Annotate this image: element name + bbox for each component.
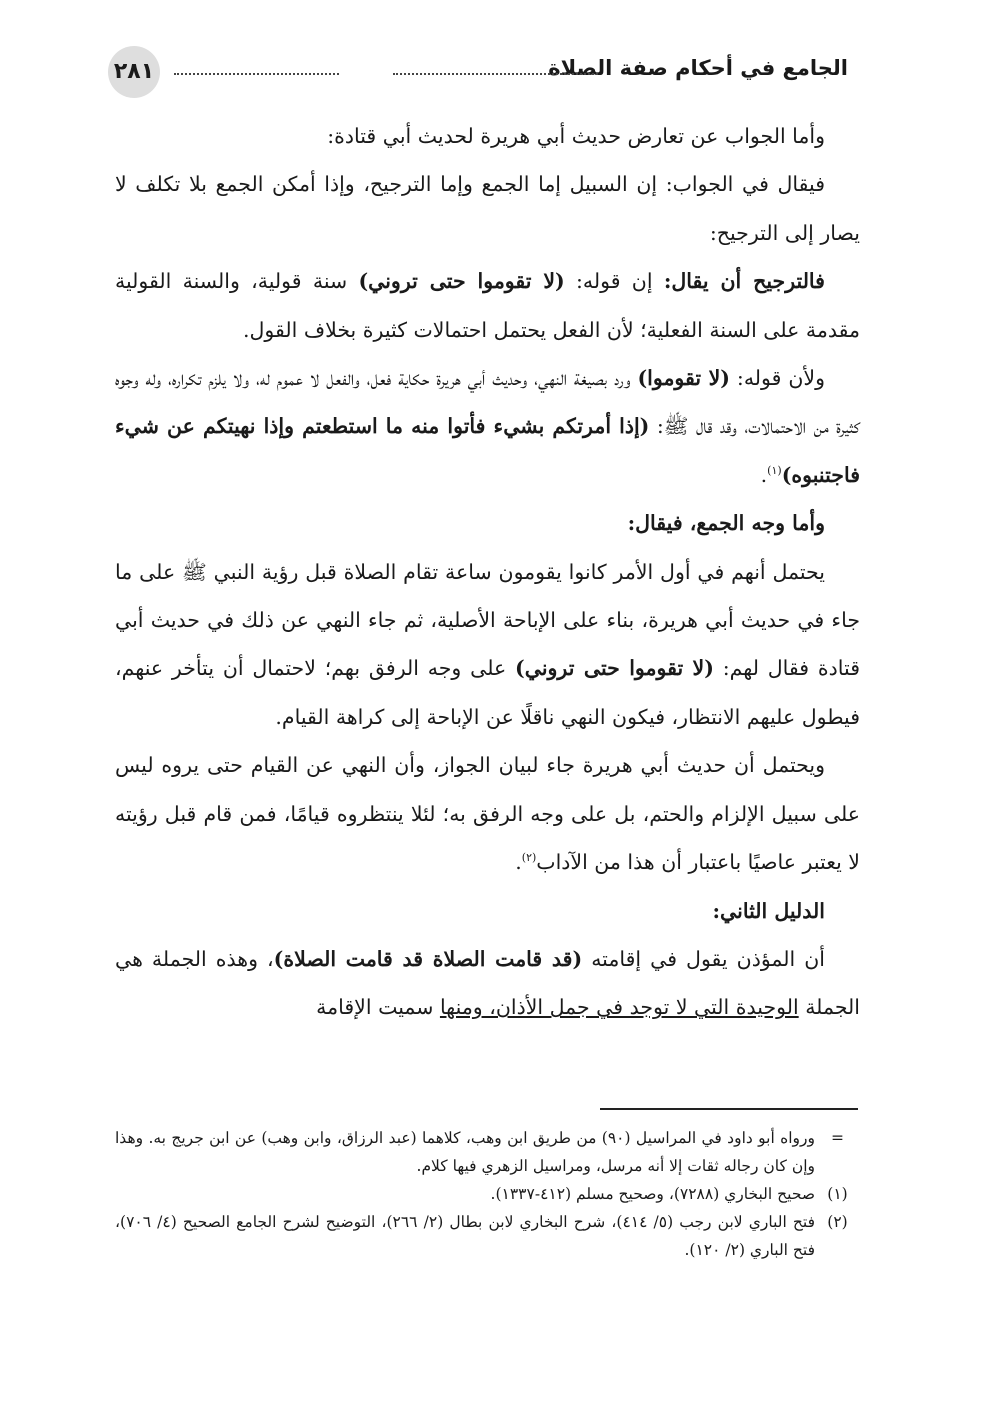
hadith-quote: (لا تقوموا حتى تروني)	[515, 656, 714, 681]
main-text	[115, 112, 860, 1032]
underlined-text: الوحيدة التي لا توجد في جمل الأذان، ومنها	[439, 995, 799, 1020]
paragraph: فيقال في الجواب: إن السبيل إما الجمع وإما الترجيح، وإذا أمكن الجمع بلا تكلف لا يصار إلى الترجيح:	[115, 172, 860, 245]
footnote-separator	[600, 1108, 858, 1110]
footnote	[115, 1124, 860, 1180]
footnote-ref[interactable]: (٢)	[521, 851, 537, 865]
hadith-quote: (إذا أمرتكم بشيء فأتوا منه ما استطعتم وإذا نهيتكم عن شيء فاجتنبوه)	[115, 414, 860, 487]
quote: (قد قامت الصلاة قد قامت الصلاة)	[273, 946, 583, 971]
page-number: ٢٨١	[108, 46, 160, 98]
paragraph: وأما الجواب عن تعارض حديث أبي هريرة لحديث أبي قتادة:	[327, 124, 825, 148]
footnote-text: صحيح البخاري (٧٢٨٨)، وصحيح مسلم (٤١٢-١٣٣٧).	[490, 1185, 815, 1203]
book-title: الجامع في أحكام صفة الصلاة	[548, 56, 848, 80]
page-header	[108, 46, 848, 98]
footnote-text: فتح الباري لابن رجب (٥/ ٤١٤)، شرح البخاري لابن بطال (٢/ ٢٦٦)، التوضيح لشرح الجامع الصحيح (٤/ ٧٠٦)، فتح الباري (٢/ ١٢٠).	[115, 1213, 815, 1259]
footnote-text: ورواه أبو داود في المراسيل (٩٠) من طريق ابن وهب، كلاهما (عبد الرزاق، وابن وهب) عن ابن جريج به. وهذا وإن كان رجاله ثقات إلا أنه مرسل، ومراسيل الزهري فيها كلام.	[115, 1129, 815, 1175]
footnote-mark: (١)	[827, 1185, 848, 1203]
footnote-mark: (٢)	[827, 1213, 848, 1231]
hadith-quote: (لا تقوموا حتى تروني)	[358, 269, 565, 294]
footnote	[115, 1180, 860, 1208]
paragraph: فالترجيح أن يقال: إن قوله: (لا تقوموا حتى تروني) سنة قولية، والسنة القولية مقدمة على السنة الفعلية؛ لأن الفعل يحتمل احتمالات كثيرة بخلاف القول.	[115, 269, 860, 342]
paragraph: ولأن قوله: (لا تقوموا) ورد بصيغة النهي، وحديث أبي هريرة حكاية فعل، والفعل لا عموم له، ولا يلزم تكراره، وله وجوه كثيرة من الاحتمالات، وقد قال ﷺ: (إذا أمرتكم بشيء فأتوا منه ما استطعتم وإذا نهيتكم عن شيء فاجتنبوه)$^{(١)}$.	[115, 366, 860, 487]
footnote	[115, 1208, 860, 1264]
paragraph: ويحتمل أن حديث أبي هريرة جاء لبيان الجواز، وأن النهي عن القيام حتى يروه ليس على سبيل الإلزام والحتم، بل على وجه الرفق به؛ لئلا ينتظروه قيامًا، فمن قام قبل رؤيته لا يعتبر عاصيًا باعتبار أن هذا من الآداب$^{(٢)}$.	[115, 753, 860, 875]
section-heading: وأما وجه الجمع، فيقال:	[627, 511, 825, 536]
footnotes	[115, 1124, 860, 1264]
header-dotted-leader	[393, 73, 598, 75]
section-heading: الدليل الثاني:	[712, 898, 825, 923]
paragraph: أن المؤذن يقول في إقامته (قد قامت الصلاة قد قامت الصلاة)، وهذه الجملة هي الجملة الوحيدة التي لا توجد في جمل الأذان، ومنها سميت الإقامة	[115, 946, 860, 1020]
footnote-ref[interactable]: (١)	[767, 464, 782, 478]
bold-lead: فالترجيح أن يقال:	[663, 269, 825, 294]
paragraph: يحتمل أنهم في أول الأمر كانوا يقومون ساعة تقام الصلاة قبل رؤية النبي ﷺ على ما جاء في حديث أبي هريرة، بناء على الإباحة الأصلية، ثم جاء النهي عن ذلك في حديث أبي قتادة فقال لهم: (لا تقوموا حتى تروني) على وجه الرفق بهم؛ لاحتمال أن يتأخر عنهم، فيطول عليهم الانتظار، فيكون النهي ناقلًا عن الإباحة إلى كراهة القيام.	[115, 559, 860, 729]
hadith-quote: (لا تقوموا)	[637, 366, 731, 391]
header-dotted-leader	[174, 73, 339, 75]
footnote-mark: =	[831, 1129, 844, 1147]
